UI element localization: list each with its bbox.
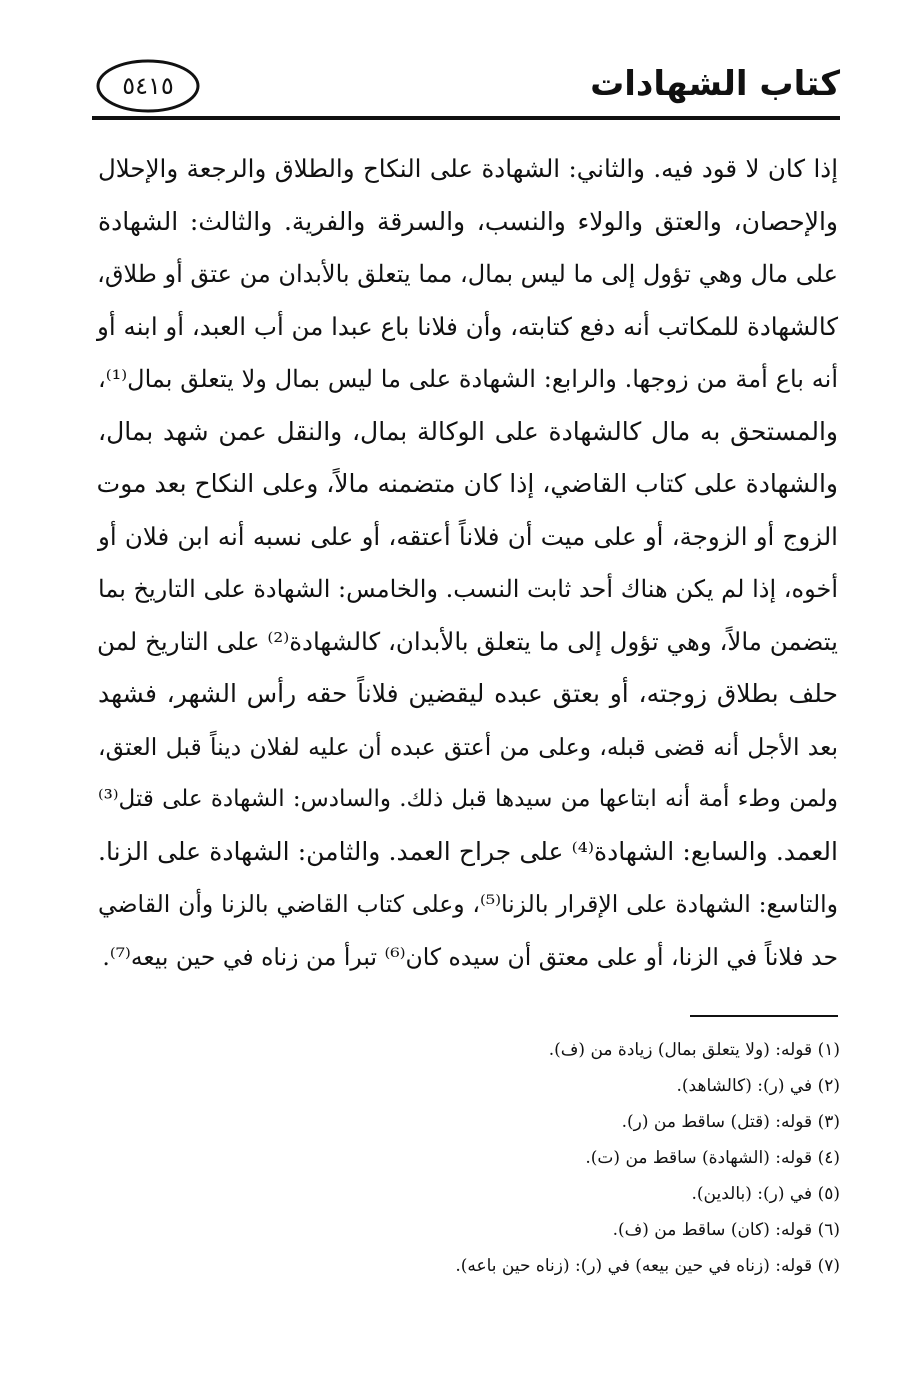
footnote: (٤) قوله: (الشهادة) ساقط من (ت).: [585, 1148, 840, 1168]
footnote: (٢) في (ر): (كالشاهد).: [676, 1076, 840, 1096]
main-text: [98, 143, 838, 983]
text-line: حد فلاناً في الزنا، أو على معتق أن سيده كان⁽⁶⁾ تبرأ من زناه في حين بيعه⁽⁷⁾.: [102, 942, 838, 971]
footnote: (١) قوله: (ولا يتعلق بمال) زيادة من (ف).: [548, 1040, 840, 1060]
text-line: إذا كان لا قود فيه. والثاني: الشهادة على النكاح والطلاق والرجعة والإحلال: [98, 154, 838, 183]
text-line: والتاسع: الشهادة على الإقرار بالزنا⁽⁵⁾، وعلى كتاب القاضي بالزنا وأن القاضي: [98, 890, 838, 918]
footnote: (٥) في (ر): (بالدين).: [691, 1184, 840, 1204]
text-line: حلف بطلاق زوجته، أو بعتق عبده ليقضين فلاناً حقه رأس الشهر، فشهد: [98, 679, 838, 708]
header-divider: [92, 116, 840, 120]
text-line: والشهادة على كتاب القاضي، إذا كان متضمنه مالاً، وعلى النكاح بعد موت: [96, 469, 838, 498]
text-line: الزوج أو الزوجة، أو على ميت أن فلاناً أعتقه، أو على نسبه أنه ابن فلان أو: [98, 521, 838, 551]
page-header: [92, 50, 840, 130]
text-line: بعد الأجل أنه قضى قبله، وعلى من أعتق عبده أن عليه لفلان ديناً قبل العتق،: [98, 732, 838, 761]
text-line: والإحصان، والعتق والولاء والنسب، والسرقة والفرية. والثالث: الشهادة: [98, 206, 838, 236]
text-line: يتضمن مالاً، وهي تؤول إلى ما يتعلق بالأبدان، كالشهادة⁽²⁾ على التاريخ لمن: [96, 626, 838, 656]
text-line: كالشهادة للمكاتب أنه دفع كتابته، وأن فلانا باع عبدا من أب العبد، أو ابنه أو: [97, 311, 838, 341]
book-title: كتاب الشهادات: [590, 64, 840, 104]
text-line: أخوه، إذا لم يكن هناك أحد ثابت النسب. والخامس: الشهادة على التاريخ بما: [98, 575, 838, 603]
footnote: (٦) قوله: (كان) ساقط من (ف).: [612, 1220, 840, 1240]
text-line: والمستحق به مال كالشهادة على الوكالة بمال، والنقل عمن شهد بمال،: [98, 416, 838, 446]
text-line: ولمن وطء أمة أنه ابتاعها من سيدها قبل ذلك. والسادس: الشهادة على قتل⁽³⁾: [98, 786, 838, 812]
footnote: (٧) قوله: (زناه في حين بيعه) في (ر): (زناه حين باعه).: [455, 1256, 840, 1276]
text-line: على مال وهي تؤول إلى ما ليس بمال، مما يتعلق بالأبدان من عتق أو طلاق،: [97, 260, 838, 288]
text-line: العمد. والسابع: الشهادة⁽⁴⁾ على جراح العمد. والثامن: الشهادة على الزنا.: [98, 836, 838, 866]
footnote: (٣) قوله: (قتل) ساقط من (ر).: [621, 1112, 840, 1132]
footnotes: [100, 1032, 840, 1284]
page-number: ٥٤١٥: [122, 72, 174, 100]
text-line: أنه باع أمة من زوجها. والرابع: الشهادة على ما ليس بمال ولا يتعلق بمال⁽¹⁾،: [98, 365, 838, 393]
footnote-divider: [690, 1015, 838, 1017]
page-number-badge: [96, 58, 200, 114]
